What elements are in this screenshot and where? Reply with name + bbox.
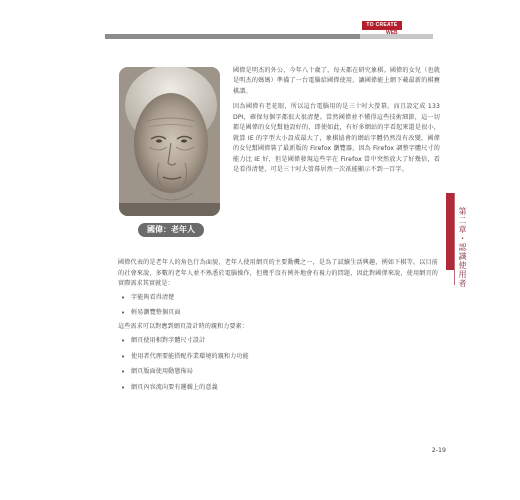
- list-item: • 網頁使用相對字體尺寸設計: [118, 336, 438, 347]
- header-label-accessibility: ACCESSIBILITY: [404, 31, 430, 35]
- elderly-woman-portrait-icon: [119, 67, 220, 216]
- header-web-label: WEB: [386, 30, 398, 36]
- persona-description: [233, 66, 440, 181]
- body-text: [118, 258, 438, 393]
- list-item: • 網頁內容流向要有邏輯上的意義: [118, 383, 438, 394]
- header-badge: TO CREATE: [362, 21, 402, 30]
- chapter-tab-rule: [454, 193, 455, 285]
- persona-paragraph: 因為國偉有老花眼，所以這台電腦用的是三十吋大螢幕，而且設定成 133 DPI，確保每個字都很大很清楚。當然國偉並不懂得這些技術細節，這一切都是國偉的女兒幫他設好的，即使如此，有好多網站的字看起來還是很小，就算 IE 的字型大小設成最大了，象棋協會的網站字體仍然沒有改變，國偉的女兒幫國偉裝了最新版的 Firefox 瀏覽器，因為 Firefox 調整字體尺寸的能力比 IE 好，但是國偉發現這些字在 Firefox 當中突然放大了好幾倍，看是看得清楚，可是三十吋大螢幕居然一次祇能顯示不到一百字。: [233, 103, 440, 174]
- needs-list: [118, 293, 438, 319]
- list-item: • 輕易瀏覽整個頁面: [118, 308, 438, 319]
- body-intro: 國偉代表的是老年人的角色行為面貌，老年人使用網頁的主要動機之一，是為了試續生活興趣，例如下棋等。以目前的社會來說，多數的老年人並不熟悉於電腦操作，但幾乎沒有例外地會有視力的問題，因此對國偉來說，使用網頁的實際需求其實就是：: [118, 259, 438, 287]
- page-number: 2-19: [431, 447, 446, 454]
- factors-list: [118, 336, 438, 393]
- body-transition: 這些需求可以對應到網頁設計時的親和力要素：: [118, 322, 249, 330]
- list-item: • 網頁版面使用動態佈局: [118, 367, 438, 378]
- persona-paragraph: 國偉是明杰的外公，今年八十歲了，每天都在研究象棋。國偉的女兒（也就是明杰的媽媽）準備了一台電腦給國偉使用，讓國偉能上網下載最新的棋賽棋譜。: [233, 67, 440, 95]
- chapter-tab-marker: [446, 193, 454, 270]
- photo-caption: 國偉：老年人: [138, 223, 204, 237]
- header-label-persona: PERSONA: [362, 31, 379, 35]
- list-item: • 字能夠看得清楚: [118, 293, 438, 304]
- chapter-tab-label: 第二章・認識使用者: [458, 207, 467, 288]
- list-item: • 使用者代理要能搭配作業環境的親和力功能: [118, 352, 438, 363]
- header-labels: [360, 30, 436, 36]
